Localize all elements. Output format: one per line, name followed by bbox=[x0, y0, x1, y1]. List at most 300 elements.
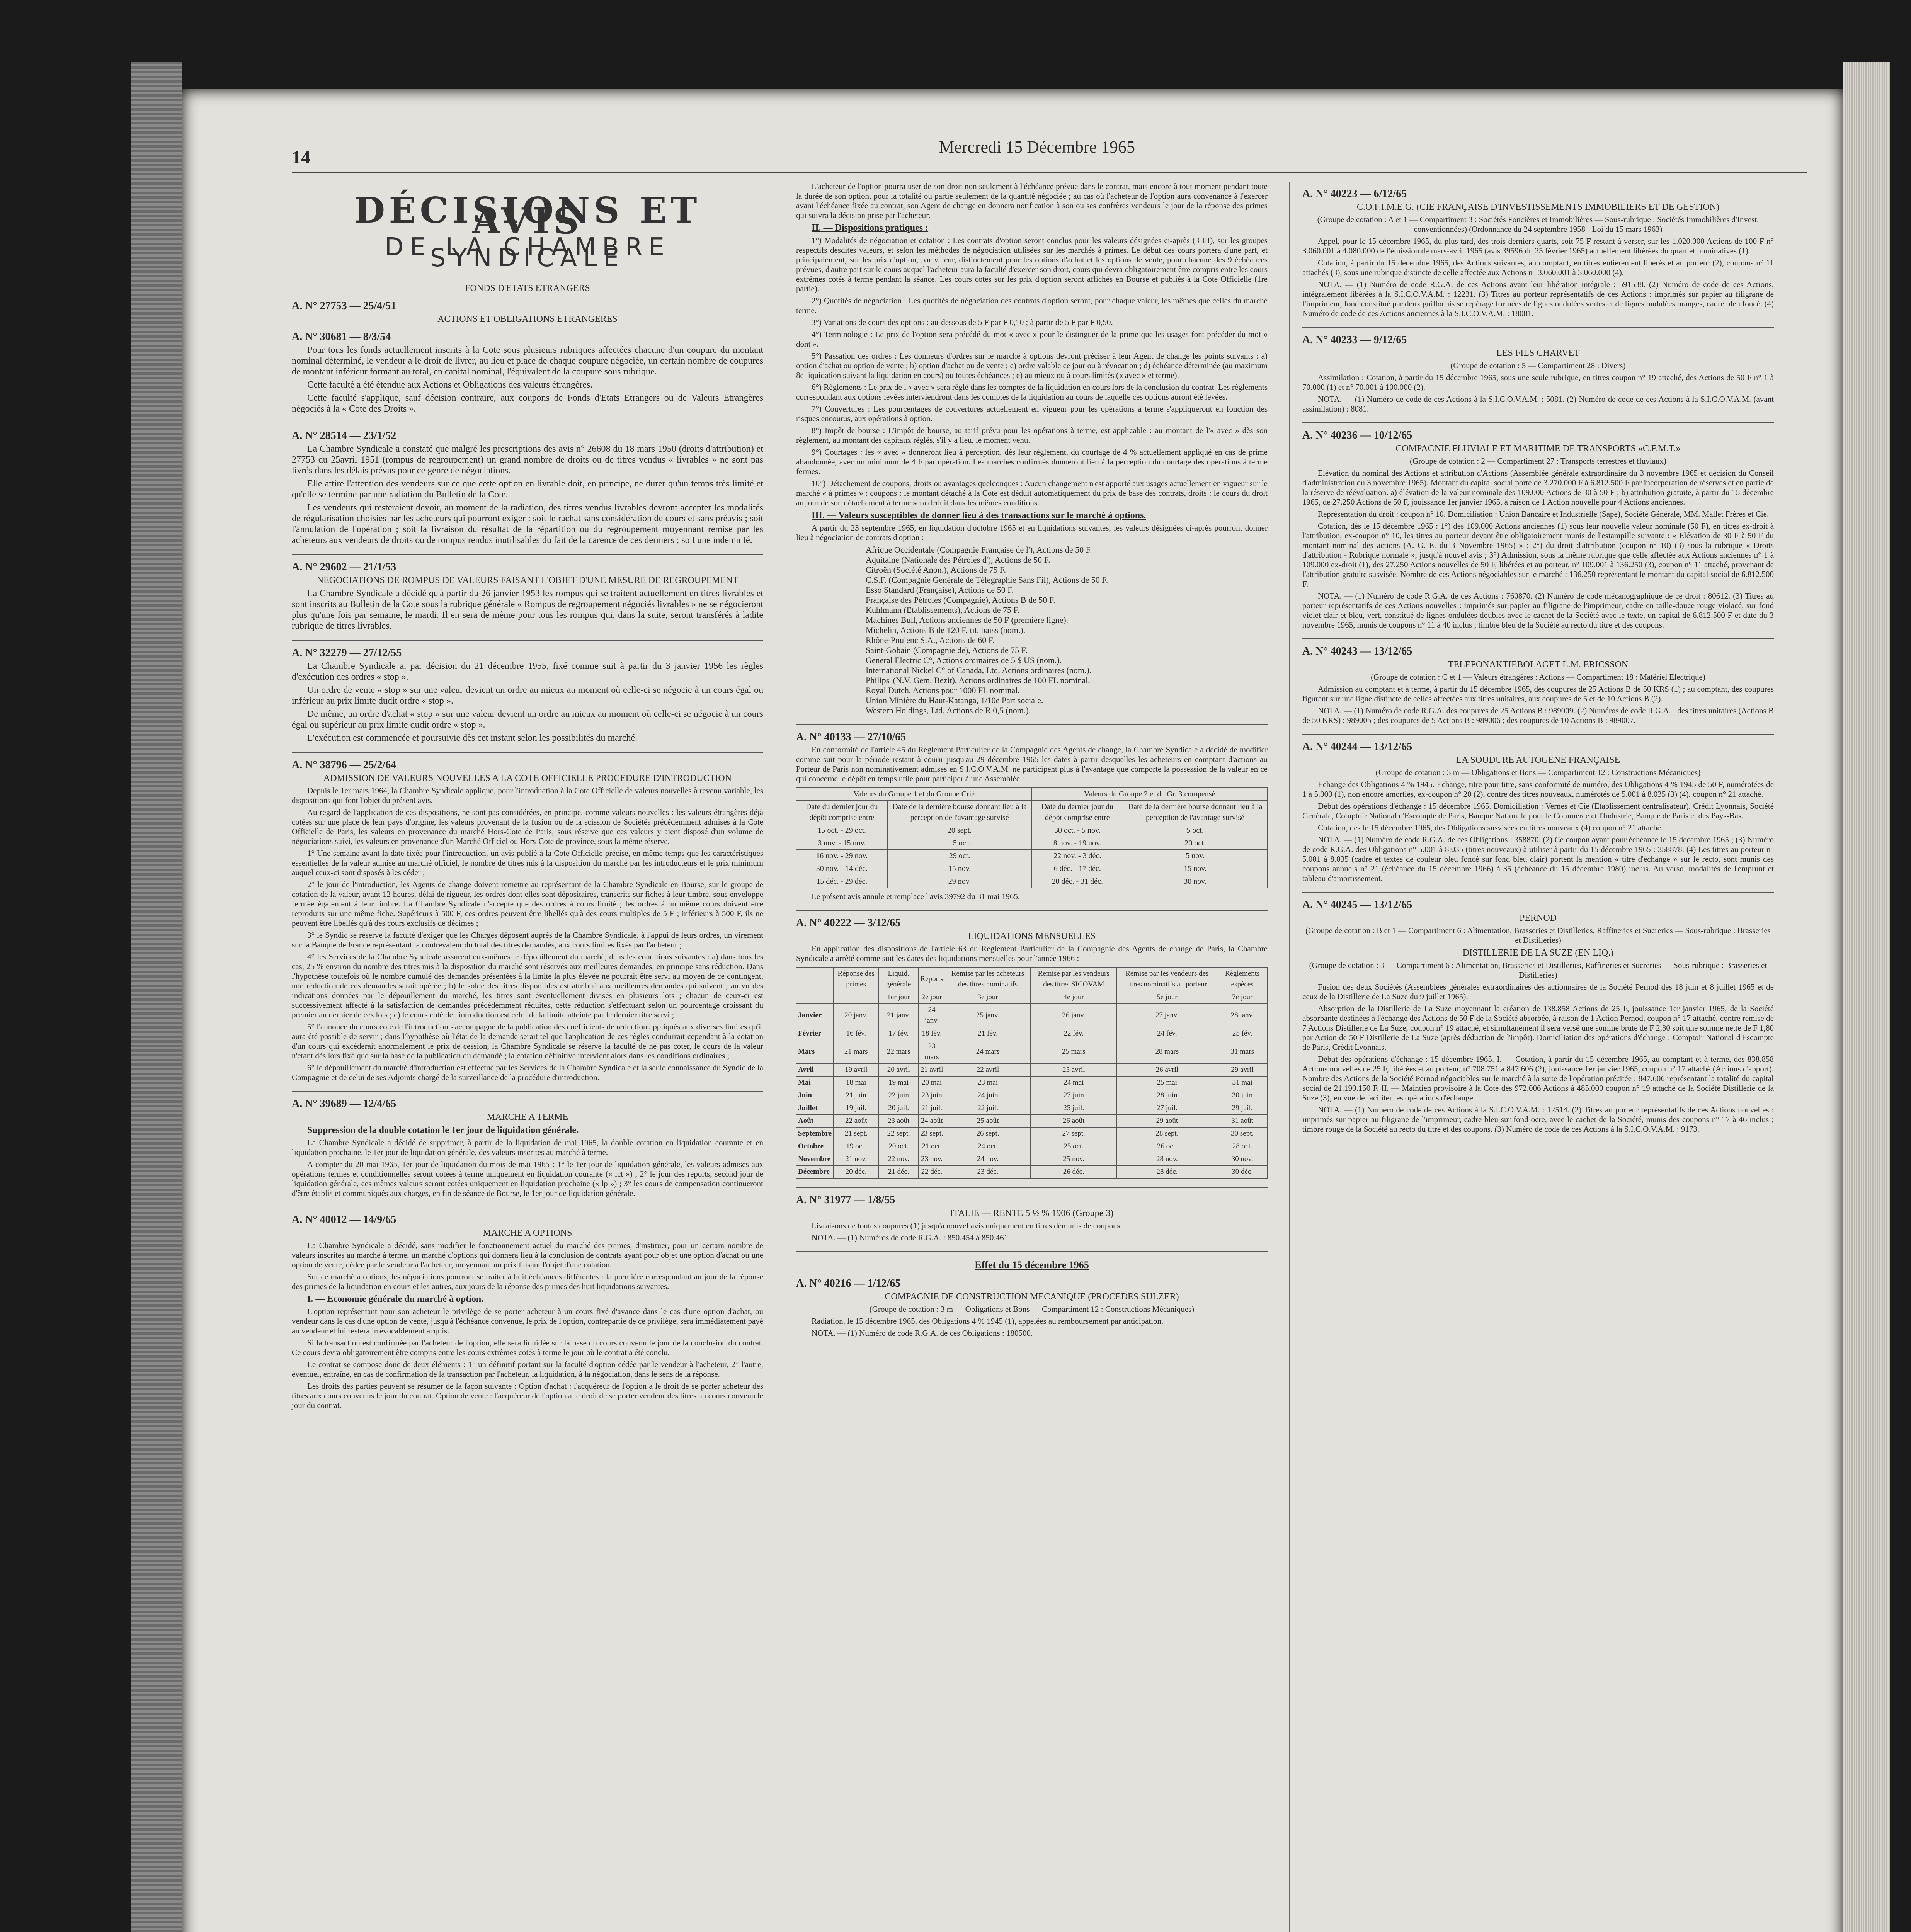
table-header: Réponse des primes bbox=[834, 968, 879, 991]
table-row bbox=[796, 1115, 1268, 1128]
table-row bbox=[796, 824, 1268, 837]
table-cell: 29 oct. bbox=[887, 850, 1032, 862]
bold-heading: II. — Dispositions pratiques : bbox=[812, 223, 929, 233]
table-cell: 30 juin bbox=[1217, 1089, 1268, 1102]
paragraph: Début des opérations d'échange : 15 décembre 1965. I. — Cotation, à partir du 15 décembre 1965, au comptant et à terme, des 838.858 Actions nouvelles de 25 F, libérées et au porteur, n° 708.751 à 847.606 (2), jouissance 1er janvier 1965, coupon n° 17 attaché (Actions d'apport). Nombre des Actions de la Société Pernod négociables sur le marché à la suite de l'opération précitée : 847.606 représentant la totalité du capital social de 21.190.150 F. II. — Maintien provisoire à la Cote des 972.006 Actions à 485.000 coupon n° 19 attaché de la Société Distillerie de la Suze (3), en vue de faciliter les opérations d'échange. bbox=[1302, 1054, 1774, 1102]
separator bbox=[292, 1207, 763, 1208]
table-cell: 28 janv. bbox=[1217, 1004, 1268, 1027]
value-list-item: Western Holdings, Ltd, Actions de R 0,5 (nom.). bbox=[866, 706, 1031, 715]
avis-ref: A. N° 28514 — 23/1/52 bbox=[292, 430, 396, 442]
avis-ref: A. N° 40245 — 13/12/65 bbox=[1302, 899, 1412, 911]
avis-ref: A. N° 30681 — 8/3/54 bbox=[292, 331, 391, 343]
paragraph: 7°) Couvertures : Les pourcentages de couvertures actuellement en vigueur pour les opérations à terme s'appliqueront en fonction des risques encourus, aux opérations à option. bbox=[796, 404, 1268, 423]
paragraph: La Chambre Syndicale a décidé de supprimer, à partir de la liquidation de mai 1965, la double cotation en liquidation courante et en liquidation prochaine, le 1er jour de liquidation générale, des valeurs inscrites au marché à terme. bbox=[292, 1138, 763, 1157]
table-cell: 23 mars bbox=[919, 1040, 945, 1064]
avis-ref: A. N° 38796 — 25/2/64 bbox=[292, 759, 396, 771]
table-cell: 26 sept. bbox=[945, 1128, 1031, 1140]
value-list-item: Royal Dutch, Actions pour 1000 FL nominal. bbox=[866, 685, 1020, 695]
month-cell: Décembre bbox=[796, 1166, 834, 1179]
paragraph: Appel, pour le 15 décembre 1965, du plus tard, des trois derniers quarts, soit 75 F restant à verser, sur les 1.020.000 Actions de 100 F n° 3.060.001 à 4.080.000 de l'émission de mars-avril 1965 (avis 39596 du 25 février 1965) actuellement libérées du quart et nominatives (1). bbox=[1302, 236, 1774, 255]
main-title: DÉCISIONS ET AVIS bbox=[354, 189, 701, 242]
table-row bbox=[796, 1166, 1268, 1179]
paragraph: De même, un ordre d'achat « stop » sur une valeur devient un ordre au mieux au moment où celle-ci se négocie à un cours égal ou supérieur au prix limite dudit ordre « stop ». bbox=[292, 709, 763, 730]
table-cell: 29 juil. bbox=[1217, 1102, 1268, 1115]
paragraph: Les vendeurs qui resteraient devoir, au moment de la radiation, des titres vendus livrables devront accepter les modalités de régularisation choisies par les acheteurs qui pourront exiger : soit le rachat sans considération de cours et sans préavis ; soit l'annulation de l'opération ; soit la livraison du résultat de la répartition ou du regroupement moyennant remise par les acheteurs aux vendeurs de droits ou de rompus rendus inutilisables du fait de la carence de ces derniers ; soit une indemnité. bbox=[292, 503, 763, 545]
paragraph: Depuis le 1er mars 1964, la Chambre Syndicale applique, pour l'introduction à la Cote Officielle de valeurs nouvelles à revenu variable, les dispositions qui font l'objet du présent avis. bbox=[292, 786, 763, 805]
table-header bbox=[796, 968, 834, 991]
column-1 bbox=[292, 182, 763, 1413]
table-cell: 28 déc. bbox=[1117, 1166, 1217, 1179]
table-row bbox=[796, 1004, 1268, 1027]
table-header bbox=[834, 991, 879, 1004]
month-cell: Juin bbox=[796, 1089, 834, 1102]
table-cell: 27 juil. bbox=[1117, 1102, 1217, 1115]
company-name: C.O.F.I.M.E.G. (CIE FRANÇAISE D'INVESTISSEMENTS IMMOBILIERS ET DE GESTION) bbox=[1357, 202, 1719, 212]
values-list bbox=[866, 545, 1268, 716]
table-cell: 30 sept. bbox=[1217, 1128, 1268, 1140]
value-list-item: Saint-Gobain (Compagnie de), Actions de 75 F. bbox=[866, 645, 1028, 655]
section-heading: LIQUIDATIONS MENSUELLES bbox=[968, 931, 1096, 941]
month-cell: Novembre bbox=[796, 1153, 834, 1166]
table-cell: 24 mars bbox=[945, 1040, 1031, 1064]
group-info: (Groupe de cotation : A et 1 — Compartiment 3 : Sociétés Foncières et Immobilières — Sous-rubrique : Sociétés Immobilières d'Invest. conventionnées) (Ordonnance du 24 septembre 1958 - Loi du 15 mars 1963) bbox=[1317, 215, 1759, 234]
table-cell: 22 sept. bbox=[879, 1128, 919, 1140]
table-cell: 16 fév. bbox=[834, 1027, 879, 1040]
table-cell: 23 mai bbox=[945, 1077, 1031, 1089]
value-list-item: International Nickel C° of Canada, Ltd, Actions ordinaires (nom.). bbox=[866, 665, 1092, 675]
table-cell: 23 juin bbox=[919, 1089, 945, 1102]
table-header: Date de la dernière bourse donnant lieu à la perception de l'avantage survisé bbox=[1123, 801, 1268, 824]
table-cell: 23 déc. bbox=[945, 1166, 1031, 1179]
table-cell: 29 nov. bbox=[887, 875, 1032, 888]
table-cell: 21 nov. bbox=[834, 1153, 879, 1166]
table-cell: 22 nov. bbox=[879, 1153, 919, 1166]
paragraph: 1°) Modalités de négociation et cotation : Les contrats d'option seront conclus pour les valeurs désignées ci-après (3 III), sur les groupes respectifs desdites valeurs, et selon les méthodes de négociation utilisées sur les marchés à primes. Le début des cours portera d'une part, et principalement, sur les prix d'option, par valeur, distinctement pour les options d'achat et les options de vente, pour chacune des 9 échéances prévues, d'autre part sur le cours auquel l'acheteur aura la faculté d'exercer son droit, cours qui devra obligatoirement être compris entre les cours extrêmes cotés à terme pendant la séance. Les cours cotés sur les prix d'option seront affichés en Bourse et publiés à la Cote Officielle (1re partie). bbox=[796, 236, 1268, 293]
table-cell: 21 fév. bbox=[945, 1027, 1031, 1040]
table-row bbox=[796, 1077, 1268, 1089]
bold-heading: III. — Valeurs susceptibles de donner lieu à des transactions sur le marché à options. bbox=[812, 510, 1146, 520]
month-cell: Juillet bbox=[796, 1102, 834, 1115]
section-heading: NEGOCIATIONS DE ROMPUS DE VALEURS FAISANT L'OBJET D'UNE MESURE DE REGROUPEMENT bbox=[317, 575, 739, 585]
avis-ref: A. N° 40236 — 10/12/65 bbox=[1302, 429, 1412, 441]
value-list-item: Union Minière du Haut-Katanga, 1/10e Part sociale. bbox=[866, 696, 1043, 705]
table-cell: 15 nov. bbox=[1123, 862, 1268, 875]
table-header: 2e jour bbox=[919, 991, 945, 1004]
paragraph: 6°) Règlements : Le prix de l'« avec » sera réglé dans les comptes de la liquidation en cours lors de la conclusion du contrat. Les règlements correspondant aux options levées interviendront dans les comptes de la liquidation au cours de laquelle ces options auront été levées. bbox=[796, 383, 1268, 401]
avis-ref: A. N° 39689 — 12/4/65 bbox=[292, 1098, 396, 1110]
table-cell: 25 mai bbox=[1117, 1077, 1217, 1089]
table-row bbox=[796, 850, 1268, 862]
paragraph: Echange des Obligations 4 % 1945. Echange, titre pour titre, sans conformité de numéro, des Obligations 4 % 1945 de 50 F, numérotées de 1 à 5.000 (1), non encore amorties, ex-coupon n° 20 (2), contre des titres nouveaux, numérotés de 5.001 à 8.035 (3) (4), coupon n° 21 attaché. bbox=[1302, 780, 1774, 799]
table-header: 4e jour bbox=[1031, 991, 1117, 1004]
table-cell: 19 juil. bbox=[834, 1102, 879, 1115]
avis-ref: A. N° 40216 — 1/12/65 bbox=[796, 1277, 901, 1289]
table-cell: 24 oct. bbox=[945, 1140, 1031, 1153]
paragraph: 10°) Détachement de coupons, droits ou avantages quelconques : Aucun changement n'est apporté aux usages actuellement en vigueur sur le marché « à primes » : coupons : le montant détaché à la Cote est déduit automatiquement du prix de base des contrats, droits : le cours du droit au jour de son détachement à terme sera déduit dans les mêmes conditions. bbox=[796, 479, 1268, 507]
value-list-item: C.S.F. (Compagnie Générale de Télégraphie Sans Fil), Actions de 50 F. bbox=[866, 575, 1108, 585]
table-cell: 27 sept. bbox=[1031, 1128, 1117, 1140]
paragraph: Cette faculté a été étendue aux Actions et Obligations des valeurs étrangères. bbox=[307, 380, 593, 390]
nota: NOTA. — (1) Numéro de code R.G.A. de ces Actions avant leur libération intégrale : 591538. (2) Numéro de code de ces Actions, intégralement libérées à la S.I.C.O.V.A.M. : 12231. (3) Titres au porteur représentatifs de ces Actions : imprimés sur papier au filigrane de l'imprimeur, fond constitué par deux guillochis se repérage formées de lignes ondulées vertes et de lignes ondulées oranges, cadre bleu foncé. (4) Numéro de code de ces Actions anciennes à la S.I.C.O.V.A.M. : 18081. bbox=[1302, 280, 1774, 318]
avis-ref: A. N° 40222 — 3/12/65 bbox=[796, 917, 901, 929]
table-cell: 6 déc. - 17 déc. bbox=[1032, 862, 1123, 875]
paragraph: La Chambre Syndicale a constaté que malgré les prescriptions des avis n° 26608 du 18 mars 1950 (droits d'attribution) et 27753 du 25avril 1951 (rompus de regroupement) un grand nombre de droits ou de titres vendus « livrables » ne sont pas livrés dans les délais prévus pour ce genre de négociations. bbox=[292, 444, 763, 476]
paragraph: 4° les Services de la Chambre Syndicale assurent eux-mêmes le dépouillement du marché, dans les conditions suivantes : a) dans tous les cas, 25 % environ du nombre des titres mis à la disposition du marché sont réservés aux meilleures demandes, en principe sans réduction. Dans l'hypothèse toutefois où le nombre cumulé des demandes présentées à la limite la plus élevée ne pourrait être servi au moyen de ce contingent, une réduction de ces demandes serait opérée ; b) le solde des titres disponibles est attribué aux meilleures demandes qui suivent ; au vu des indications données par le dépouillement du marché, les titres sont éventuellement divisés en plusieurs lots ; chacun de ceux-ci est successivement affecté à la satisfaction de demandes précédemment réduites, cette réduction s'effectuant selon un pourcentage croissant du premier au dernier de ces lots ; c) le cours coté de l'introduction est celui de la limite atteinte par le dernier titre servi ; bbox=[292, 952, 763, 1019]
table-header: 7e jour bbox=[1217, 991, 1268, 1004]
paragraph: Les droits des parties peuvent se résumer de la façon suivante : Option d'achat : l'acquéreur de l'option a le droit de se porter acheteur des titres aux cours convenus le jour du contrat. Option de vente : l'acquéreur de l'option a le droit de se porter vendeur des titres au cours convenu le jour du contrat. bbox=[292, 1381, 763, 1410]
separator bbox=[1302, 422, 1774, 423]
table-row bbox=[796, 1027, 1268, 1040]
section-heading: MARCHE A OPTIONS bbox=[483, 1228, 572, 1238]
value-list-item: Rhône-Poulenc S.A., Actions de 60 F. bbox=[866, 635, 995, 645]
avis-ref: A. N° 29602 — 21/1/53 bbox=[292, 561, 396, 573]
table-cell: 15 nov. bbox=[887, 862, 1032, 875]
main-subtitle: DE LA CHAMBRE SYNDICALE bbox=[385, 233, 670, 272]
book-spine-edge bbox=[131, 62, 182, 1932]
avis-ref: A. N° 40243 — 13/12/65 bbox=[1302, 645, 1412, 657]
table-cell: 8 nov. - 19 nov. bbox=[1032, 837, 1123, 850]
nota: NOTA. — (1) Numéro de code R.G.A. de ces Obligations : 358870. (2) Ce coupon ayant pour échéance le 15 décembre 1965 ; (3) Numéro de code R.G.A. des Obligations n° 5.001 à 8.035 (titres nouveaux) à utiliser à partir du 15 décembre 1965 : 358878. (4) Les titres au porteur n° 5.001 à 8.035 (cadre et textes de couleur bleu foncé sur fond bleu clair) portent la mention « titre d'échange » sur le recto, sont munis des coupons annuels n° 21 (échéance du 15 décembre 1966) à 35 (échéance du 15 décembre 1980) inclus. Au verso, modalités de l'emprunt et tableau d'amortissement. bbox=[1302, 835, 1774, 883]
avis-ref: A. N° 40233 — 9/12/65 bbox=[1302, 334, 1407, 346]
paragraph: 3° le Syndic se réserve la faculté d'exiger que les Charges déposent auprès de la Chambre Syndicale, à l'appui de leurs ordres, un virement sur la Banque de France représentant la contrevaleur du total des titres demandés, aux cours limites fixés par l'acheteur ; bbox=[292, 930, 763, 949]
table-row bbox=[796, 1040, 1268, 1064]
bold-heading: I. — Economie générale du marché à option. bbox=[307, 1294, 484, 1304]
nota: NOTA. — (1) Numéro de code R.G.A. des coupures de 25 Actions B : 989009. (2) Numéros de code R.G.A. : des titres unitaires (Actions B de 50 KRS) : 989005 ; des coupures de 5 Actions B : 989006 ; des coupures de 10 Actions B : 989007. bbox=[1302, 706, 1774, 725]
table-cell: 19 oct. bbox=[834, 1140, 879, 1153]
group-info: (Groupe de cotation : 3 m — Obligations et Bons — Compartiment 12 : Constructions Mécaniques) bbox=[1375, 768, 1701, 777]
table-cell: 30 nov. - 14 déc. bbox=[796, 862, 888, 875]
page-date: Mercredi 15 Décembre 1965 bbox=[939, 138, 1135, 156]
table-cell: 25 mars bbox=[1031, 1040, 1117, 1064]
paragraph: Si la transaction est confirmée par l'acheteur de l'option, elle sera liquidée sur la base du cours convenu le jour de la conclusion du contrat. Ce cours devra obligatoirement être compris entre les cours extrêmes cotés à terme le jour où le contrat a été conclu. bbox=[292, 1338, 763, 1357]
table-group-header: Valeurs du Groupe 2 et du Gr. 3 compensé bbox=[1032, 788, 1268, 801]
avis-ref: A. N° 40133 — 27/10/65 bbox=[796, 731, 906, 743]
table-cell: 28 sept. bbox=[1117, 1128, 1217, 1140]
table-cell: 15 oct. bbox=[887, 837, 1032, 850]
value-list-item: Philips' (N.V. Gem. Bezit), Actions ordinaires de 100 FL nominal. bbox=[866, 675, 1090, 685]
table-header-row bbox=[796, 968, 1268, 991]
paragraph: Elévation du nominal des Actions et attribution d'Actions (Assemblée générale extraordinaire du 3 novembre 1965 et décision du Conseil d'administration du 3 novembre 1965). Montant du capital social porté de 3.270.000 F à 6.812.500 F par incorporation de réserves et en partie de la réserve de réévaluation. a) élévation de la valeur nominale des 109.000 Actions de 30 à 50 F ; b) attribution gratuite, à partir du 15 décembre 1965, de 27.250 Actions de 50 F, jouissance 1er janvier 1965, à raison de 1 Action nouvelle pour 4 Actions anciennes. bbox=[1302, 468, 1774, 507]
table-row bbox=[796, 1089, 1268, 1102]
group-info: (Groupe de cotation : B et 1 — Compartiment 6 : Alimentation, Brasseries et Distilleries, Raffineries et Sucreries — Sous-rubrique : Brasseries et Distilleries) bbox=[1305, 926, 1771, 945]
table-cell: 5 oct. bbox=[1123, 824, 1268, 837]
paragraph: Représentation du droit : coupon n° 10. Domiciliation : Union Bancaire et Industrielle (Sape), Société Générale, MM. Mallet Frères et Cie. bbox=[1318, 509, 1769, 519]
table-cell: 25 août bbox=[945, 1115, 1031, 1128]
table-cell: 21 oct. bbox=[919, 1140, 945, 1153]
column-3 bbox=[1302, 182, 1774, 1136]
nota: NOTA. — (1) Numéro de code de ces Actions à la S.I.C.O.V.A.M. : 12514. (2) Titres au porteur représentatifs de ces Actions nouvelles : imprimés sur papier au filigrane de l'imprimeur, cadre bleu sur fond ocre, avec le cachet de la Société, munis des coupons n° 17 à 46 inclus ; timbre rouge de la Société au recto du titre et des coupons. (3) Numéro de code de ces Actions à la S.I.C.O.V.A.M. : 9173. bbox=[1302, 1105, 1774, 1134]
paragraph: Le contrat se compose donc de deux éléments : 1° un définitif portant sur la faculté d'option cédée par le vendeur à l'acheteur, 2° l'autre, éventuel, entraîne, en cas de confirmation de la transaction par l'acheteur, la liquidation, à la négociation, dans le sens de la réponse. bbox=[292, 1360, 763, 1379]
table-header: Reports bbox=[919, 968, 945, 991]
separator bbox=[292, 752, 763, 753]
paragraph: La Chambre Syndicale a décidé, sans modifier le fonctionnement actuel du marché des primes, d'instituer, pour un certain nombre de valeurs inscrites au marché à terme, un marché d'options qui donnera lieu à la conclusion de contrats ayant pour objet une option d'achat ou une option de vente, cédée par le vendeur à l'acheteur, moyennant un prix faisant l'objet d'une cotation. bbox=[292, 1241, 763, 1269]
table-cell: 23 août bbox=[879, 1115, 919, 1128]
value-list-item: Michelin, Actions B de 120 F, tit. baiss (nom.). bbox=[866, 625, 1026, 635]
paragraph: Radiation, le 15 décembre 1965, des Obligations 4 % 1945 (1), appelées au remboursement par anticipation. bbox=[812, 1316, 1164, 1326]
table-row bbox=[796, 862, 1268, 875]
table-cell: 25 avril bbox=[1031, 1064, 1117, 1077]
avis-ref: A. N° 40244 — 13/12/65 bbox=[1302, 741, 1412, 753]
paragraph: En application des dispositions de l'article 63 du Règlement Particulier de la Compagnie des Agents de change de Paris, la Chambre Syndicale a arrêté comme suit les dates des liquidations mensuelles pour l'année 1966 : bbox=[796, 944, 1268, 963]
table-cell: 25 janv. bbox=[945, 1004, 1031, 1027]
paragraph: Fusion des deux Sociétés (Assemblées générales extraordinaires des actionnaires de la Société Pernod des 18 juin et 8 juillet 1965 et de ceux de la Distillerie de La Suze du 9 juillet 1965). bbox=[1302, 982, 1774, 1001]
table-group-header: Valeurs du Groupe 1 et du Groupe Crié bbox=[796, 788, 1032, 801]
paragraph: 2° le jour de l'introduction, les Agents de change doivent remettre au représentant de la Chambre Syndicale en Bourse, sur le groupe de cotation de la valeur, avant 12 heures, délai de rigueur, les ordres dont elles sont dépositaires, transcrits sur fiches à leur timbre, sous enveloppe fermée également à leur timbre. La Chambre Syndicale n'accepte que des ordres à cours limité ; les ordres à un même cours doivent être reproduits sur une même fiche. Supérieurs à 500 F, ces ordres peuvent être libellés qu'à des cours multiples de 5 F ; inférieurs à 500 F, ils ne peuvent être libellés qu'à des cours exclusifs de décimes ; bbox=[292, 880, 763, 928]
group-info: (Groupe de cotation : 3 — Compartiment 6 : Alimentation, Brasseries et Distilleries, Raffineries et Sucreries — Sous-rubrique : Brasseries et Distilleries) bbox=[1309, 961, 1767, 980]
table-cell: 17 fév. bbox=[879, 1027, 919, 1040]
table-cell: 23 nov. bbox=[919, 1153, 945, 1166]
table-header: Date du dernier jour du dépôt comprise entre bbox=[796, 801, 888, 824]
paragraph: L'exécution est commencée et poursuivie dès cet instant selon les possibilités du marché. bbox=[307, 733, 638, 743]
table-cell: 25 oct. bbox=[1031, 1140, 1117, 1153]
paragraph: Au regard de l'application de ces dispositions, ne sont pas considérées, en principe, comme valeurs nouvelles : les valeurs étrangères déjà cotées sur une place de leur pays d'origine, les valeurs provenant de la fusion ou de la scission de Sociétés précédemment admises à la Cote Officielle de Paris, les valeurs en provenance du marché Hors-Cote de Paris, sous réserve que ces valeurs y aient disposé d'un volume de négociations suivi, les valeurs en provenance d'un Marché Officiel ou Hors-Cote de province, sous la même réserve. bbox=[292, 808, 763, 846]
paragraph: Cotation, à partir du 15 décembre 1965, des Actions suivantes, au comptant, en titres entièrement libérés et au porteur (2), coupons n° 11 attachés (3), sous une rubrique distincte de celle affectée aux Actions n° 3.060.001 à 3.060.000 (4). bbox=[1302, 258, 1774, 277]
value-list-item: Esso Standard (Française), Actions de 50 F. bbox=[866, 585, 1014, 595]
paragraph: En conformité de l'article 45 du Règlement Particulier de la Compagnie des Agents de change, la Chambre Syndicale a décidé de modifier comme suit pour la période restant à courir jusqu'au 29 décembre 1965 les dates à partir desquelles les acheteurs en comptant d'actions au Porteur de Paris non nominativement admises en S.I.C.O.V.A.M. ne participent plus à l'avantage que comporte la possession de la valeur en ce qui concerne le dépôt en temps utile pour participer à une Assemblée : bbox=[796, 745, 1268, 783]
section-heading: FONDS D'ETATS ETRANGERS bbox=[465, 283, 590, 293]
table-row bbox=[796, 1153, 1268, 1166]
table-cell: 19 mai bbox=[879, 1077, 919, 1089]
table-cell: 21 mars bbox=[834, 1040, 879, 1064]
separator bbox=[1302, 327, 1774, 328]
separator bbox=[796, 1187, 1268, 1188]
table-header: 3e jour bbox=[945, 991, 1031, 1004]
header-rule bbox=[292, 172, 1807, 173]
paragraph: Début des opérations d'échange : 15 décembre 1965. Domiciliation : Vernes et Cie (Etablissement centralisateur), Crédit Lyonnais, Société Générale, Comptoir National d'Escompte de Paris, Banque Nationale pour le Commerce et l'Industrie, Banque de Paris et des Pays-Bas. bbox=[1302, 801, 1774, 820]
company-name: PERNOD bbox=[1519, 913, 1557, 923]
separator bbox=[1302, 638, 1774, 639]
page-fore-edge bbox=[1843, 62, 1890, 1932]
avis-ref: A. N° 32279 — 27/12/55 bbox=[292, 647, 402, 659]
paragraph: 8°) Impôt de bourse : L'impôt de bourse, au tarif prévu pour les opérations à terme, est applicable : au montant de l'« avec » dès son règlement, au montant des capitaux réglés, s'il y a lieu, le moment venu. bbox=[796, 426, 1268, 445]
month-cell: Octobre bbox=[796, 1140, 834, 1153]
paragraph: Cotation, dès le 15 décembre 1965 : 1°) des 109.000 Actions anciennes (1) sous leur nouvelle valeur nominale (50 F), en titres ex-droit à l'attribution, ex-coupon n° 10, les titres au porteur devant être obligatoirement munis de l'estampille suivante : « Elévation de 30 F à 50 F du montant nominal des actions (A. G. E. du 3 Novembre 1965) » ; 2°) du droit d'attribution (coupon n° 10) (3) sous la rubrique « Droits d'attribution - Rubrique normale », jusqu'à nouvel avis ; 3°) Admission, sous la même rubrique que celle affectée aux Actions anciennes n° 1 à 109.000 ex-droit (1), des 27.250 Actions nouvelles de 50 F, libérées et au porteur, n° 109.001 à 136.250 (3), coupon n° 11 attaché, provenant de l'attribution gratuite susvisée. Nombre de ces Actions négociables sur le marché : 136.250 représentant le montant du capital social de 6.812.500 F. bbox=[1302, 521, 1774, 588]
table-cell: 3 nov. - 15 nov. bbox=[796, 837, 888, 850]
paragraph: Assimilation : Cotation, à partir du 15 décembre 1965, sous une seule rubrique, en titres coupon n° 19 attaché, des Actions de 50 F n° 1 à 70.000 (1) et n° 70.001 à 100.000 (2). bbox=[1302, 373, 1774, 392]
liquidations-table bbox=[796, 967, 1268, 1179]
table-header: Remise par les vendeurs des titres nominatifs au porteur bbox=[1117, 968, 1217, 991]
table-cell: 16 nov. - 29 nov. bbox=[796, 850, 888, 862]
table-cell: 26 janv. bbox=[1031, 1004, 1117, 1027]
table-header: 5e jour bbox=[1117, 991, 1217, 1004]
section-heading: ITALIE — RENTE 5 ½ % 1906 (Groupe 3) bbox=[950, 1208, 1114, 1218]
month-cell: Janvier bbox=[796, 1004, 834, 1027]
table-cell: 23 sept. bbox=[919, 1128, 945, 1140]
table-row bbox=[796, 1140, 1268, 1153]
group-info: (Groupe de cotation : 2 — Compartiment 27 : Transports terrestres et fluviaux) bbox=[1410, 456, 1666, 466]
table-cell: 22 fév. bbox=[1031, 1027, 1117, 1040]
table-cell: 21 juil. bbox=[919, 1102, 945, 1115]
table-cell: 22 nov. - 3 déc. bbox=[1032, 850, 1123, 862]
table-header: Remise par les vendeurs des titres SICOVAM bbox=[1031, 968, 1117, 991]
month-cell: Mars bbox=[796, 1040, 834, 1064]
table-cell: 24 juin bbox=[945, 1089, 1031, 1102]
table-row bbox=[796, 1128, 1268, 1140]
paragraph: La Chambre Syndicale a décidé qu'à partir du 26 janvier 1953 les rompus qui se traitent actuellement en titres livrables et sont inscrits au Bulletin de la Cote sous la rubrique générale « Rompus de regroupement négociés livrables » ne se négocieront plus qu'une fois par semaine, le mardi. Il en sera de même pour tous les rompus qui, dans la suite, seront transférés à ladite rubrique de titres livrables. bbox=[292, 588, 763, 631]
company-name: COMPAGNIE FLUVIALE ET MARITIME DE TRANSPORTS «C.F.M.T.» bbox=[1395, 444, 1681, 454]
month-cell: Août bbox=[796, 1115, 834, 1128]
table-cell: 25 fév. bbox=[1217, 1027, 1268, 1040]
table-row bbox=[796, 875, 1268, 888]
separator bbox=[1302, 892, 1774, 893]
group-info: (Groupe de cotation : 5 — Compartiment 28 : Divers) bbox=[1450, 361, 1626, 370]
table-cell: 26 oct. bbox=[1117, 1140, 1217, 1153]
table-cell: 31 mars bbox=[1217, 1040, 1268, 1064]
table-cell: 26 avril bbox=[1117, 1064, 1217, 1077]
month-cell: Avril bbox=[796, 1064, 834, 1077]
table-header: Liquid. générale bbox=[879, 968, 919, 991]
separator bbox=[796, 724, 1268, 725]
table-cell: 27 juin bbox=[1031, 1089, 1117, 1102]
table-cell: 28 juin bbox=[1117, 1089, 1217, 1102]
table-cell: 24 fév. bbox=[1117, 1027, 1217, 1040]
table-cell: 30 déc. bbox=[1217, 1166, 1268, 1179]
paragraph: Pour tous les fonds actuellement inscrits à la Cote sous plusieurs rubriques affectées chacune d'un coupure du montant nominal déterminé, le vendeur a le droit de livrer, au lieu et place de chaque coupure négociée, un certain nombre de coupures de montant inférieur formant au total, en capital nominal, l'équivalent de la coupure sous rubrique. bbox=[292, 345, 763, 377]
table-cell: 26 déc. bbox=[1031, 1166, 1117, 1179]
value-list-item: Aquitaine (Nationale des Pétroles d'), Actions de 50 F. bbox=[866, 555, 1050, 565]
table-cell: 28 mars bbox=[1117, 1040, 1217, 1064]
table-row bbox=[796, 1102, 1268, 1115]
paragraph: Sur ce marché à options, les négociations pourront se traiter à huit échéances différentes : la première correspondant au jour de la réponse des primes de la liquidation en cours et les autres, aux jours de la réponse des primes des huit liquidations suivantes. bbox=[292, 1272, 763, 1291]
table-cell: 28 nov. bbox=[1117, 1153, 1217, 1166]
separator bbox=[292, 554, 763, 555]
page-number: 14 bbox=[292, 147, 310, 168]
company-name: TELEFONAKTIEBOLAGET L.M. ERICSSON bbox=[1448, 660, 1629, 670]
separator bbox=[796, 1251, 1268, 1252]
paragraph: Admission au comptant et à terme, à partir du 15 décembre 1965, des coupures de 25 Actions B de 50 KRS (1) ; au comptant, des coupures figurant sur une ligne distincte de celles affectées aux titres unitaires, aux coupures de 5 et de 10 Actions B (2). bbox=[1302, 684, 1774, 703]
table-cell: 26 août bbox=[1031, 1115, 1117, 1128]
group-info: (Groupe de cotation : C et 1 — Valeurs étrangères : Actions — Compartiment 18 : Matériel Electrique) bbox=[1371, 672, 1705, 682]
table-header: Remise par les acheteurs des titres nominatifs bbox=[945, 968, 1031, 991]
paragraph: Cotation, dès le 15 décembre 1965, des Obligations susvisées en titres nouveaux (4) coupon n° 21 attaché. bbox=[1318, 823, 1663, 832]
paragraph: 4°) Terminologie : Le prix de l'option sera précédé du mot « avec » pour le distinguer de la prime que les usages font précéder du mot « dont ». bbox=[796, 330, 1268, 349]
table-cell: 24 mai bbox=[1031, 1077, 1117, 1089]
table-cell: 29 avril bbox=[1217, 1064, 1268, 1077]
table-cell: 21 janv. bbox=[879, 1004, 919, 1027]
paragraph: 5°) Passation des ordres : Les donneurs d'ordres sur le marché à options devront préciser à leur Agent de change les points suivants : a) option d'achat ou option de vente ; b) option d'achat ou de vente ; c) ordre valable ce jour ou à révocation ; d) échéance déterminée (au maximum 8e liquidation suivant la liquidation en cours) ou toutes échéances ; e) au mieux ou à cours limités (« avec » et terme). bbox=[796, 351, 1268, 380]
table-header-row bbox=[796, 991, 1268, 1004]
avis-ref: A. N° 40012 — 14/9/65 bbox=[292, 1214, 396, 1226]
table-cell: 21 avril bbox=[919, 1064, 945, 1077]
paragraph: Elle attire l'attention des vendeurs sur ce que cette option en livrable doit, en principe, ne durer qu'un temps très limité et qu'elle se termine par une radiation du Bulletin de la Cote. bbox=[292, 479, 763, 500]
company-name: LES FILS CHARVET bbox=[1496, 348, 1580, 358]
table-cell: 21 sept. bbox=[834, 1128, 879, 1140]
month-cell: Mai bbox=[796, 1077, 834, 1089]
value-list-item: Française des Pétroles (Compagnie), Actions B de 50 F. bbox=[866, 595, 1055, 605]
table-row bbox=[796, 1064, 1268, 1077]
separator bbox=[796, 910, 1268, 911]
separator bbox=[292, 640, 763, 641]
effet-heading: Effet du 15 décembre 1965 bbox=[975, 1259, 1089, 1270]
paragraph: A compter du 20 mai 1965, 1er jour de liquidation du mois de mai 1965 : 1° le 1er jour de liquidation générale, les valeurs admises aux opérations termes et conditionnelles seront cotées à terme uniquement en liquidation courante (« lct ») ; 2° le jour des reports, second jour de liquidation générale, ces mêmes valeurs seront cotées uniquement en liquidation prochaine (« lp ») ; 3° les cours de compensation continueront d'être établis et communiqués aux charges, en fin de séance de Bourse, le 1er jour de liquidation générale. bbox=[292, 1160, 763, 1198]
table-cell: 22 déc. bbox=[919, 1166, 945, 1179]
nota: NOTA. — (1) Numéro de code de ces Actions à la S.I.C.O.V.A.M. : 5081. (2) Numéro de code de ces Actions à la S.I.C.O.V.A.M. (avant assimilation) : 8081. bbox=[1302, 395, 1774, 413]
company-name: COMPAGNIE DE CONSTRUCTION MECANIQUE (PROCEDES SULZER) bbox=[885, 1292, 1179, 1302]
table-row bbox=[796, 837, 1268, 850]
table-cell: 20 déc. bbox=[834, 1166, 879, 1179]
table-cell: 31 mai bbox=[1217, 1077, 1268, 1089]
separator bbox=[292, 1091, 763, 1092]
table-header bbox=[796, 991, 834, 1004]
table-cell: 20 oct. bbox=[879, 1140, 919, 1153]
paragraph: A partir du 23 septembre 1965, en liquidation d'octobre 1965 et en liquidations suivantes, les valeurs désignées ci-après pourront donner lieu à négociation de contrats d'option : bbox=[796, 523, 1268, 542]
table-cell: 21 juin bbox=[834, 1089, 879, 1102]
company-name: LA SOUDURE AUTOGENE FRANÇAISE bbox=[1456, 755, 1620, 765]
avis-ref: A. N° 31977 — 1/8/55 bbox=[796, 1194, 895, 1206]
company-name: DISTILLERIE DE LA SUZE (EN LIQ.) bbox=[1462, 948, 1614, 958]
month-cell: Février bbox=[796, 1027, 834, 1040]
table-cell: 22 avril bbox=[945, 1064, 1031, 1077]
table-cell: 22 juil. bbox=[945, 1102, 1031, 1115]
paragraph: L'option représentant pour son acheteur le privilège de se porter acheteur à un cours fixé d'avance dans le cas d'une option d'achat, ou vendeur dans le cas d'une option de vente, jusqu'à l'échéance convenue, le prix de l'option, contrepartie de ce privilège, sera immédiatement payé au vendeur et lui restera irrévocablement acquis. bbox=[292, 1307, 763, 1335]
table-cell: 22 mars bbox=[879, 1040, 919, 1064]
column-2 bbox=[796, 182, 1268, 1340]
table-header: Date de la dernière bourse donnant lieu à la perception de l'avantage survisé bbox=[887, 801, 1032, 824]
avis-ref: A. N° 40223 — 6/12/65 bbox=[1302, 188, 1407, 200]
column-divider-2 bbox=[1289, 182, 1290, 1932]
table-header: 1er jour bbox=[879, 991, 919, 1004]
table-cell: 30 nov. bbox=[1217, 1153, 1268, 1166]
table-cell: 28 oct. bbox=[1217, 1140, 1268, 1153]
table-cell: 20 oct. bbox=[1123, 837, 1268, 850]
value-list-item: Machines Bull, Actions anciennes de 50 F (première ligne). bbox=[866, 615, 1069, 625]
table-cell: 5 nov. bbox=[1123, 850, 1268, 862]
section-heading: ACTIONS ET OBLIGATIONS ETRANGERES bbox=[437, 314, 618, 324]
table-cell: 25 nov. bbox=[1031, 1153, 1117, 1166]
table-cell: 29 août bbox=[1117, 1115, 1217, 1128]
paragraph: Un ordre de vente « stop » sur une valeur devient un ordre au mieux au moment où celle-ci se négocie à un cours égal ou inférieur au prix limite dudit ordre « stop ». bbox=[292, 685, 763, 706]
paragraph: 2°) Quotités de négociation : Les quotités de négociation des contrats d'option seront, pour chaque valeur, les mêmes que celles du marché terme. bbox=[796, 296, 1268, 315]
table-cell: 20 juil. bbox=[879, 1102, 919, 1115]
value-list-item: General Electric C°, Actions ordinaires de 5 $ US (nom.). bbox=[866, 655, 1062, 665]
table-cell: 19 avril bbox=[834, 1064, 879, 1077]
table-cell: 31 août bbox=[1217, 1115, 1268, 1128]
month-cell: Septembre bbox=[796, 1128, 834, 1140]
group-info: (Groupe de cotation : 3 m — Obligations et Bons — Compartiment 12 : Constructions Mécaniques) bbox=[869, 1304, 1195, 1314]
paragraph: 5° l'annonce du cours coté de l'introduction s'accompagne de la publication des coefficients de réduction appliqués aux diverses limites qu'il aura été possible de servir ; dans l'hypothèse où l'état de la demande serait tel que l'application de ces règles conduirait cependant à la cotation d'un cours qui excéderait anormalement le prix de cession, la Chambre Syndicale se réserve la faculté de ne pas coter, le cours de la valeur n'étant dès lors fixé que sur la base de la publication du demandé ; la cotation définitive intervient alors dans les conditions ordinaires ; bbox=[292, 1022, 763, 1060]
value-list-item: Citroën (Société Anon.), Actions de 75 F. bbox=[866, 565, 1006, 575]
paragraph: 6° le dépouillement du marché d'introduction est effectué par les Services de la Chambre Syndicale et la seule connaissance du Syndic de la Compagnie et de celui de ses Adjoints chargé de la surveillance de la procédure d'introduction. bbox=[292, 1063, 763, 1082]
bold-heading: Suppression de la double cotation le 1er jour de liquidation générale. bbox=[307, 1125, 579, 1135]
table-cell: 22 juin bbox=[879, 1089, 919, 1102]
paragraph: Absorption de la Distillerie de La Suze moyennant la création de 138.858 Actions de 25 F, jouissance 1er janvier 1965, de la Société absorbante destinées à l'échange des Actions de 50 F de la Société absorbée, à raison de 1 Action Pernod, coupon n° 17 attaché, contre remise de 7 Actions Distillerie de La Suze, coupon n° 19 attaché, et simultanément il sera versé une somme brute de F 2,30 soit une somme nette de F 1,80 par Action de 50 F Distillerie de La Suze (après déduction de l'impôt). Domiciliation des opérations d'échange : Comptoir National d'Escompte de Paris, Crédit Lyonnais. bbox=[1302, 1004, 1774, 1052]
paragraph: La Chambre Syndicale a, par décision du 21 décembre 1955, fixé comme suit à partir du 3 janvier 1956 les règles d'exécution des ordres « stop ». bbox=[292, 661, 763, 682]
table-cell: 27 janv. bbox=[1117, 1004, 1217, 1027]
table-header: Règlements espèces bbox=[1217, 968, 1268, 991]
nota: NOTA. — (1) Numéros de code R.G.A. : 850.454 à 850.461. bbox=[812, 1233, 1010, 1242]
table-cell: 20 avril bbox=[879, 1064, 919, 1077]
assembly-dates-table bbox=[796, 787, 1268, 888]
paragraph: L'acheteur de l'option pourra user de son droit non seulement à l'échéance prévue dans le contrat, mais encore à tout moment pendant toute la durée de son option, pour la totalité ou partie seulement de la quantité négociée ; au cas où l'acheteur de l'option aura convenance à l'exercer avant l'échéance fixée au contrat, son Agent de change en donnera notification à son ou ses confrères vendeurs le jour de la réponse des primes qui suivra la décision prise par l'acheteur. bbox=[796, 182, 1268, 220]
table-cell: 25 juil. bbox=[1031, 1102, 1117, 1115]
table-cell: 15 déc. - 29 déc. bbox=[796, 875, 888, 888]
table-cell: 21 déc. bbox=[879, 1166, 919, 1179]
paragraph: Livraisons de toutes coupures (1) jusqu'à nouvel avis uniquement en titres démunis de coupons. bbox=[812, 1221, 1122, 1230]
nota: NOTA. — (1) Numéro de code R.G.A. de ces Obligations : 180500. bbox=[812, 1328, 1033, 1338]
table-cell: 20 janv. bbox=[834, 1004, 879, 1027]
paragraph: 3°) Variations de cours des options : au-dessous de 5 F par F 0,10 ; à partir de 5 F par F 0,50. bbox=[812, 318, 1113, 327]
table-cell: 22 août bbox=[834, 1115, 879, 1128]
table-cell: 20 sept. bbox=[887, 824, 1032, 837]
value-list-item: Afrique Occidentale (Compagnie Française de l'), Actions de 50 F. bbox=[866, 545, 1092, 554]
table-cell: 24 nov. bbox=[945, 1153, 1031, 1166]
table-cell: 24 août bbox=[919, 1115, 945, 1128]
paragraph: 1° Une semaine avant la date fixée pour l'introduction, un avis publié à la Cote Officielle précise, en même temps que les caractéristiques essentielles de la valeur admise au marché officiel, le nombre de titres mis à la disposition du marché par les introducteurs et le prix minimum auquel ceux-ci sont disposés à les céder ; bbox=[292, 849, 763, 877]
table-cell: 18 mai bbox=[834, 1077, 879, 1089]
table-cell: 24 janv. bbox=[919, 1004, 945, 1027]
table-cell: 20 déc. - 31 déc. bbox=[1032, 875, 1123, 888]
section-heading: ADMISSION DE VALEURS NOUVELLES A LA COTE OFFICIELLE PROCEDURE D'INTRODUCTION bbox=[323, 773, 732, 783]
